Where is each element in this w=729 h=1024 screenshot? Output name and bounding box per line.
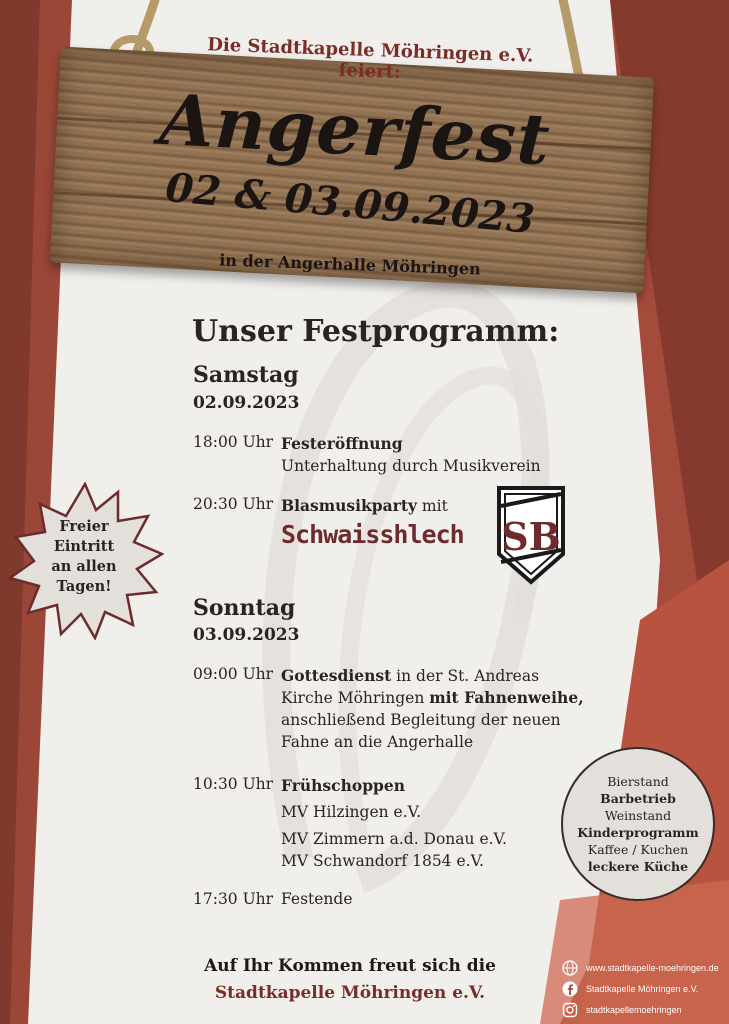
badge-line: Freier — [59, 518, 109, 535]
facebook-icon — [562, 981, 578, 997]
offer-item: Barbetrieb — [600, 791, 676, 806]
offer-item: Kinderprogramm — [577, 825, 699, 840]
badge-line: an allen — [51, 558, 117, 575]
footer-organizer: Stadtkapelle Möhringen e.V. — [214, 983, 486, 1003]
organizer-heading: Die Stadtkapelle Möhringen e.V. feiert: — [206, 34, 534, 84]
sunday-heading: Sonntag — [193, 595, 296, 621]
event-time: 18:00 Uhr — [193, 433, 274, 451]
event-details — [281, 433, 541, 477]
band-name: Schwaisshlech — [281, 520, 464, 549]
event-line: Unterhaltung durch Musikverein — [281, 457, 541, 475]
instagram-text: stadtkapellemoehringen — [586, 1005, 682, 1015]
event-title: Festende — [281, 890, 353, 908]
offer-item: Kaffee / Kuchen — [587, 842, 689, 857]
band-logo-text: SB — [501, 514, 561, 559]
offers-circle — [561, 747, 715, 901]
event-venue: in der Angerhalle Möhringen — [218, 250, 482, 279]
event-title: Blasmusikparty — [281, 496, 417, 515]
program-heading: Unser Festprogramm: — [192, 314, 560, 349]
event-title: Gottesdienst — [281, 666, 392, 685]
sunday-date: 03.09.2023 — [193, 625, 300, 645]
badge-text — [35, 517, 133, 597]
event-title-suffix: in der St. Andreas — [391, 667, 540, 685]
offer-item: Bierstand — [607, 774, 669, 789]
event-time: 17:30 Uhr — [193, 890, 274, 908]
event-time: 09:00 Uhr — [193, 665, 274, 683]
event-title: Angerfest — [157, 77, 553, 182]
event-dates: 02 & 03.09.2023 — [163, 163, 537, 244]
footer-line: Auf Ihr Kommen freut sich die — [204, 956, 496, 976]
event-title-suffix: mit — [417, 497, 448, 515]
event-line: anschließend Begleitung der neuen — [281, 711, 561, 729]
event-details — [281, 775, 507, 872]
facebook-text: Stadtkapelle Möhringen e.V. — [586, 984, 699, 994]
instagram-link[interactable] — [562, 1002, 682, 1018]
event-line: MV Zimmern a.d. Donau e.V. — [281, 830, 507, 848]
event-title: Festeröffnung — [281, 434, 403, 453]
event-line-bold: mit Fahnenweihe, — [429, 688, 584, 707]
event-line: Kirche Möhringen — [281, 689, 430, 707]
globe-icon — [562, 960, 578, 976]
event-time: 20:30 Uhr — [193, 495, 274, 513]
event-line: Fahne an die Angerhalle — [281, 733, 474, 751]
badge-line: Tagen! — [56, 578, 112, 595]
event-details — [281, 665, 591, 753]
website-text: www.stadtkapelle-moehringen.de — [586, 963, 719, 973]
saturday-date: 02.09.2023 — [193, 393, 300, 413]
event-title: Frühschoppen — [281, 776, 406, 795]
instagram-icon — [562, 1002, 578, 1018]
band-logo — [495, 484, 567, 586]
offer-item: leckere Küche — [587, 859, 689, 874]
website-link[interactable] — [562, 960, 719, 976]
event-details — [281, 495, 448, 517]
badge-line: Eintritt — [53, 538, 115, 555]
facebook-link[interactable] — [562, 981, 698, 997]
offer-item: Weinstand — [604, 808, 672, 823]
event-line: MV Schwandorf 1854 e.V. — [281, 852, 484, 870]
saturday-heading: Samstag — [193, 362, 299, 388]
event-line: MV Hilzingen e.V. — [281, 803, 422, 821]
event-time: 10:30 Uhr — [193, 775, 274, 793]
